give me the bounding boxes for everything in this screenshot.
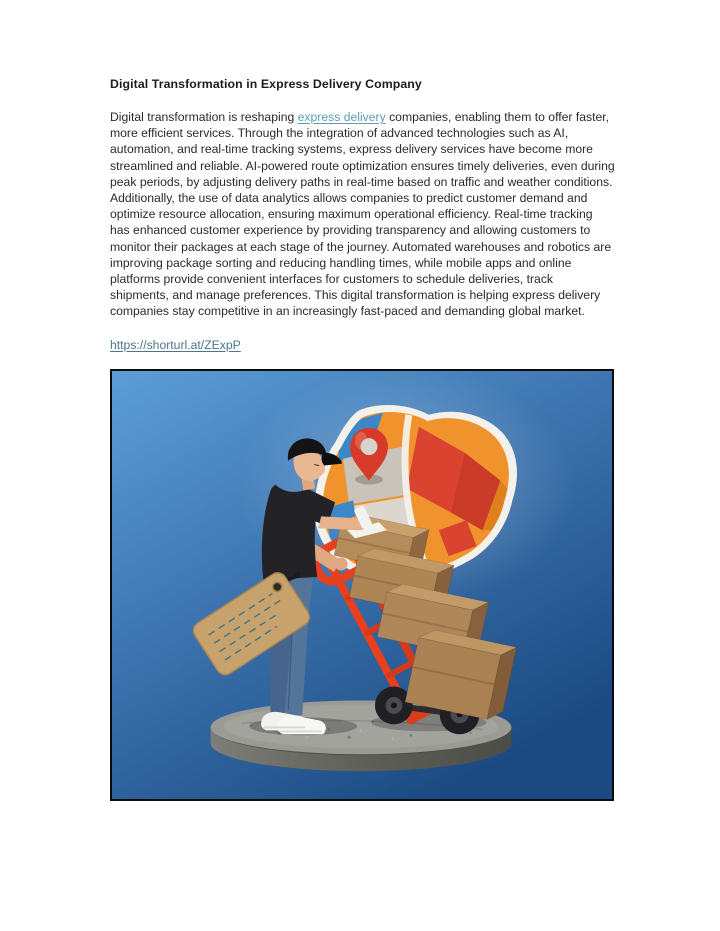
worker-hand-on-handle	[335, 557, 348, 570]
delivery-illustration	[112, 371, 612, 799]
worker-raised-arm	[318, 516, 358, 530]
express-delivery-link[interactable]: express delivery	[297, 110, 386, 124]
body-text-after-link: companies, enabling them to offer faster, more efficient services. Through the integration of advanced technologies such as AI, automation, and real-time tracking systems, express delivery services have become more streamlined and reliable. AI-powered route optimization ensures timely deliveries, even during peak periods, by adjusting delivery paths in real-time based on traffic and weather conditions. Additionally, the use of data analytics allows companies to predict customer demand and optimize resource allocation, ensuring maximum operational efficiency. Real-time tracking has enhanced customer experience by providing transparency and allowing customers to monitor their packages at each stage of the journey. Automated warehouses and robotics are improving package sorting and reducing handling times, while mobile apps and online platforms provide convenient interfaces for customers to schedule deliveries, track shipments, and manage preferences. This digital transformation is helping express delivery companies stay competitive in an increasingly fast-paced and demanding global market.	[110, 110, 615, 319]
document-content	[110, 76, 615, 801]
body-paragraph	[110, 109, 615, 320]
source-url-link[interactable]: https://shorturl.at/ZExpP	[110, 337, 241, 352]
delivery-illustration-figure[interactable]	[110, 369, 614, 801]
body-text-before-link: Digital transformation is reshaping	[110, 110, 298, 124]
page-title: Digital Transformation in Express Delivery Company	[110, 77, 422, 91]
